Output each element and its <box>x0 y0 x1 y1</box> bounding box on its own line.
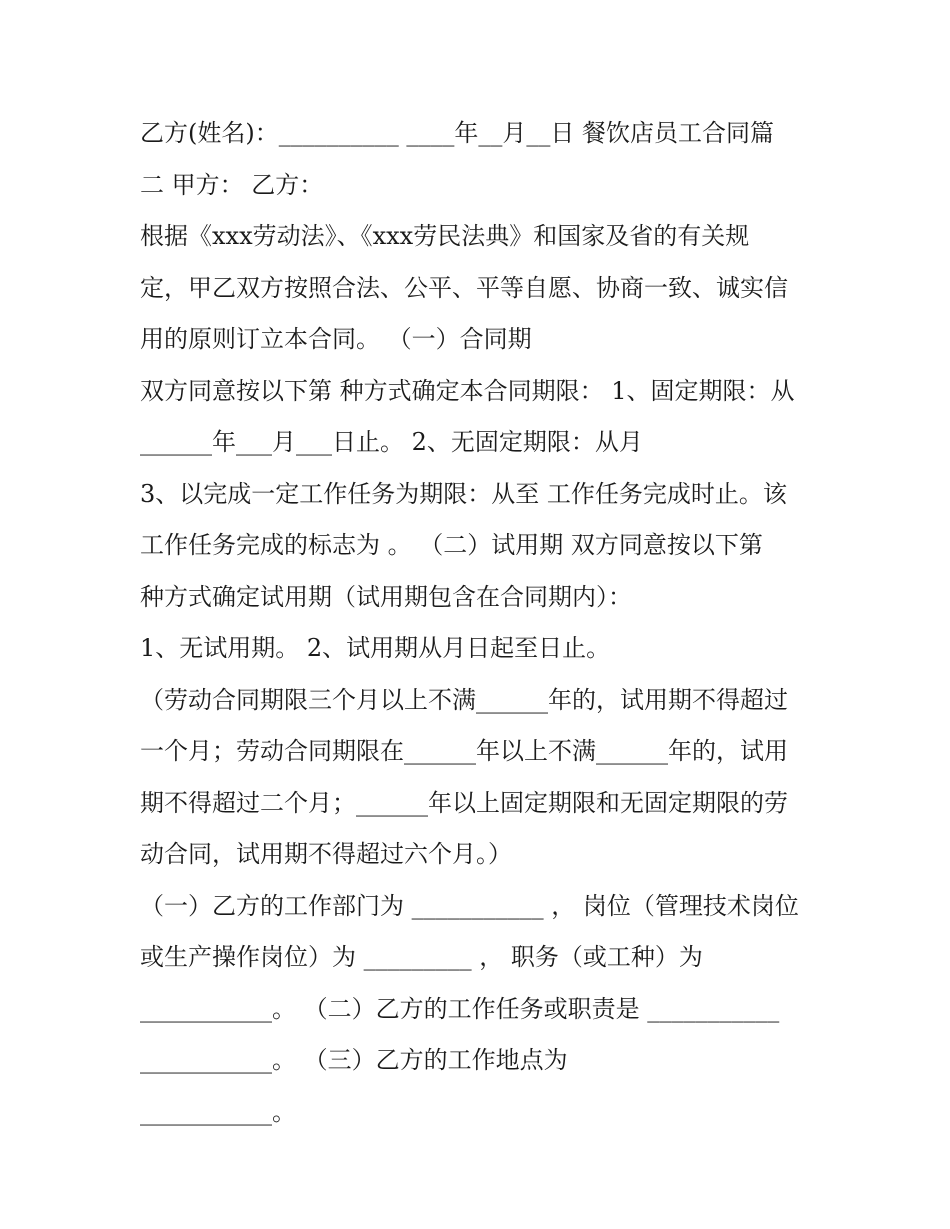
text-line: ___________。 （三）乙方的工作地点为 <box>140 1046 568 1074</box>
text-line: 根据《xxx劳动法》、《xxx劳民法典》和国家及省的有关规 <box>140 222 750 250</box>
text-line: 双方同意按以下第 种方式确定本合同期限： 1、固定期限：从 <box>140 376 795 405</box>
text-line: ___________。 <box>140 1097 296 1126</box>
text-line: ___________。 （二）乙方的工作任务或职责是 ___________ <box>140 994 780 1023</box>
contract-text <box>140 108 820 1138</box>
text-line: 动合同，试用期不得超过六个月。） <box>140 840 512 868</box>
text-line: 种方式确定试用期（试用期包含在合同期内）： <box>140 582 632 611</box>
text-line: 乙方(姓名)：__________ ____年__月__日 餐饮店员工合同篇 <box>140 119 774 147</box>
text-line: 1、无试用期。 2、试用期从月日起至日止。 <box>140 634 611 662</box>
text-line: 3、以完成一定工作任务为期限：从至 工作任务完成时止。该 <box>140 479 787 508</box>
text-line: ______年___月___日止。 2、无固定期限：从月 <box>140 428 643 456</box>
text-line: 定，甲乙双方按照合法、公平、平等自愿、协商一致、诚实信 <box>140 273 788 302</box>
text-line: 工作任务完成的标志为 。 （二）试用期 双方同意按以下第 <box>140 531 763 559</box>
text-line: 一个月；劳动合同期限在______年以上不满______年的，试用 <box>140 737 788 765</box>
text-line: 二 甲方： 乙方： <box>140 170 324 199</box>
text-line: 用的原则订立本合同。 （一）合同期 <box>140 325 532 353</box>
text-line: 或生产操作岗位）为 _________ ， 职务（或工种）为 <box>140 943 703 971</box>
text-line: （一）乙方的工作部门为 ___________ ， 岗位（管理技术岗位 <box>140 891 799 920</box>
text-line: 期不得超过二个月；______年以上固定期限和无固定期限的劳 <box>140 788 788 817</box>
text-line: （劳动合同期限三个月以上不满______年的，试用期不得超过 <box>140 685 788 714</box>
